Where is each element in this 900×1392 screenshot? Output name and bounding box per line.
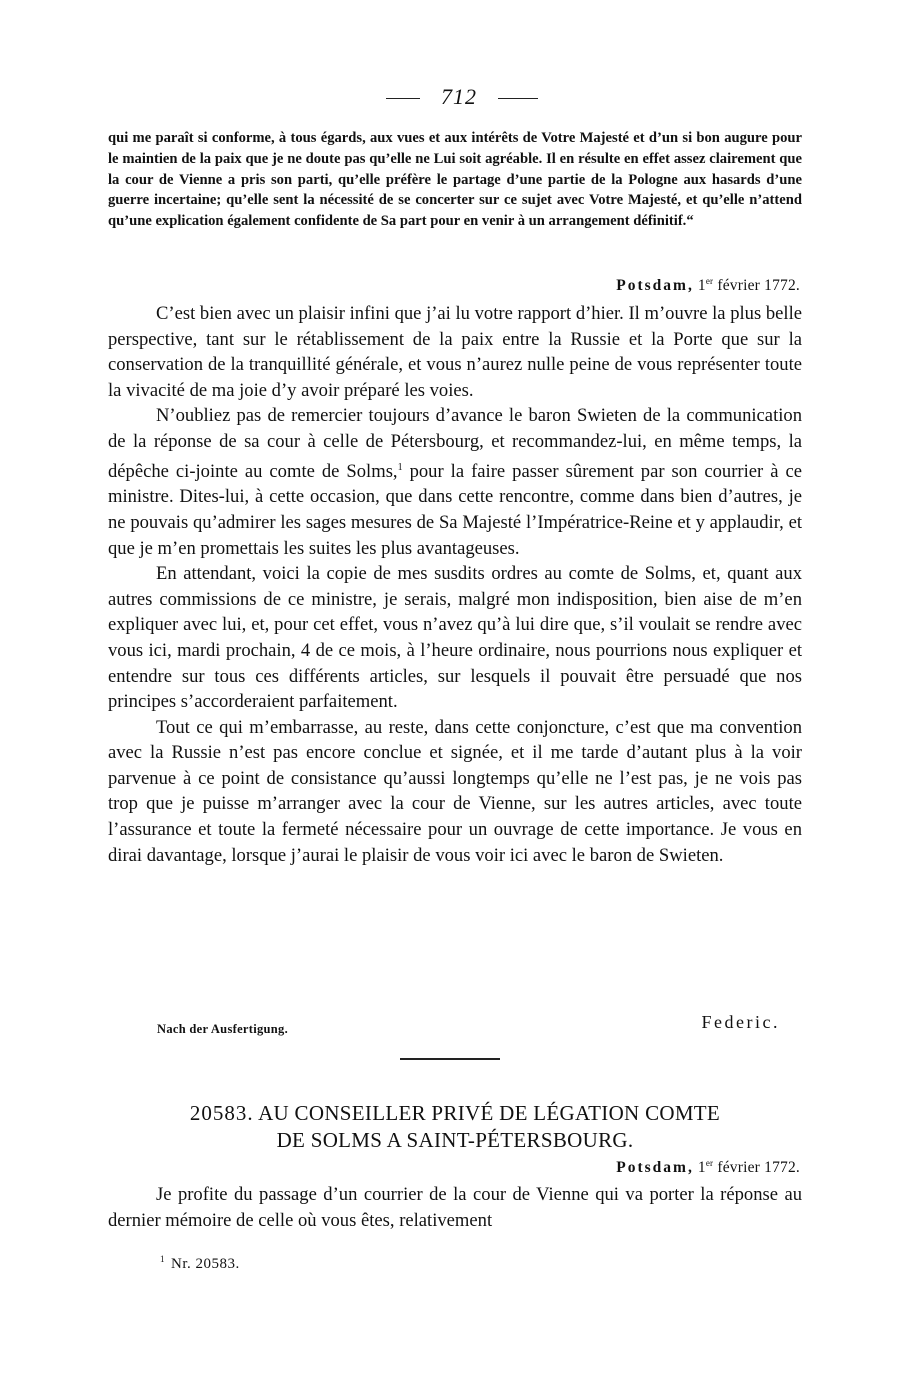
quoted-report-paragraph: qui me paraît si conforme, à tous égards, aux vues et aux intérêts de Votre Majesté et d’un si bon augure pour le maintien de la paix que je ne doute pas qu’elle ne Lui soit agréable. Il en résulte en effet assez clairement que la cour de Vienne a pris son parti, qu’elle préfère le partage d’une partie de la Pologne aux hasards d’une guerre incertaine; qu’elle sent la nécessité de se concerter sur ce sujet avec Votre Majesté, et qu’elle n’attend qu’une explication également confidente de Sa part pour en venir à un arrangement définitif.“ [108,130,802,230]
letter-body-second [108,1182,802,1233]
dateline-month-year: février 1772. [717,277,800,295]
dateline-place: Potsdam, [616,1159,694,1177]
body-paragraph: Tout ce qui m’embarrasse, au reste, dans cette conjoncture, c’est que ma convention avec la Russie n’est pas encore conclue et signée, et il me tarde d’autant plus à la voir parvenue à ce point de consistance qu’aussi longtemps qu’elle ne l’est pas, je ne vois pas trop que je puisse m’arranger avec la cour de Vienne, sur les autres articles, avec toute l’assurance et toute la fermeté nécessaire pour un ouvrage de cette importance. Je vous en dirai davantage, lorsque j’aurai le plaisir de vous voir ici avec le baron de Swieten. [108,716,802,866]
footnote-mark: 1 [160,1254,165,1264]
footnote-text: Nr. 20583. [171,1256,240,1272]
footnote [160,1254,240,1273]
dateline-day: 1 [697,277,706,295]
header-rule-right [498,98,538,99]
dateline-day-suffix: er [705,276,714,286]
source-note: Nach der Ausfertigung. [157,1022,289,1036]
body-paragraph: Je profite du passage d’un courrier de la cour de Vienne qui va porter la réponse au dernier mémoire de celle où vous êtes, relativement [108,1184,802,1231]
section-divider [400,1058,500,1060]
letter-heading-title-1: AU CONSEILLER PRIVÉ DE LÉGATION COMTE [258,1101,721,1125]
letter-heading-line-1 [108,1100,802,1127]
dateline-first [616,276,800,295]
letter-heading-title-2: DE SOLMS A SAINT-PÉTERSBOURG. [276,1128,634,1152]
body-paragraph-continuation: pour la faire passer sûrement par son courrier à ce ministre. Dites-lui, à cette occasion, que dans cette rencontre, comme dans bien d’autres, je ne pouvais qu’admirer les sages mesures de Sa Majesté l’Impératrice-Reine et y applaudir, et que je m’en promettais les suites les plus avantageuses. [108,460,802,559]
dateline-day-suffix: er [705,1158,714,1168]
letter-number: 20583. [189,1101,254,1125]
body-paragraph: C’est bien avec un plaisir infini que j’ai lu votre rapport d’hier. Il m’ouvre la plus belle perspective, tant sur le rétablissement de la paix entre la Russie et la Porte que sur la conservation de la tranquillité générale, et vous n’aurez nulle peine de vous représenter toute la vivacité de ma joie d’y avoir préparé les voies. [108,303,802,401]
letter-heading [108,1100,802,1154]
page-number: 712 [441,84,477,109]
page-header [0,84,900,114]
letter-body-main [108,301,802,868]
dateline-day: 1 [697,1159,706,1177]
body-paragraph [108,403,802,561]
body-paragraph: En attendant, voici la copie de mes susdits ordres au comte de Solms, et, quant aux autres commissions de ce ministre, je serais, malgré mon indisposition, bien aise de m’en expliquer avec lui, et, pour cet effet, vous n’avez qu’à lui dire que, s’il voulait se rendre avec vous ici, mardi prochain, 4 de ce mois, à l’heure ordinaire, nous pourrions nous expliquer et entendre sur tous ces différents articles, sur lesquels il pouvait être persuadé que nos principes s’accorderaient parfaitement. [108,563,802,713]
dateline-second [616,1158,800,1177]
signature: Federic. [701,1012,780,1032]
dateline-month-year: février 1772. [717,1159,800,1177]
body-paragraph-text: N’oubliez pas de remercier toujours d’avance le baron Swieten de la communication de la réponse de sa cour à celle de Pétersbourg, et recommandez-lui, en même temps, la dépêche ci-jointe au comte de Solms, [108,405,802,482]
footnote-reference: 1 [397,461,403,473]
header-rule-left [386,98,420,99]
dateline-place: Potsdam, [616,277,694,295]
